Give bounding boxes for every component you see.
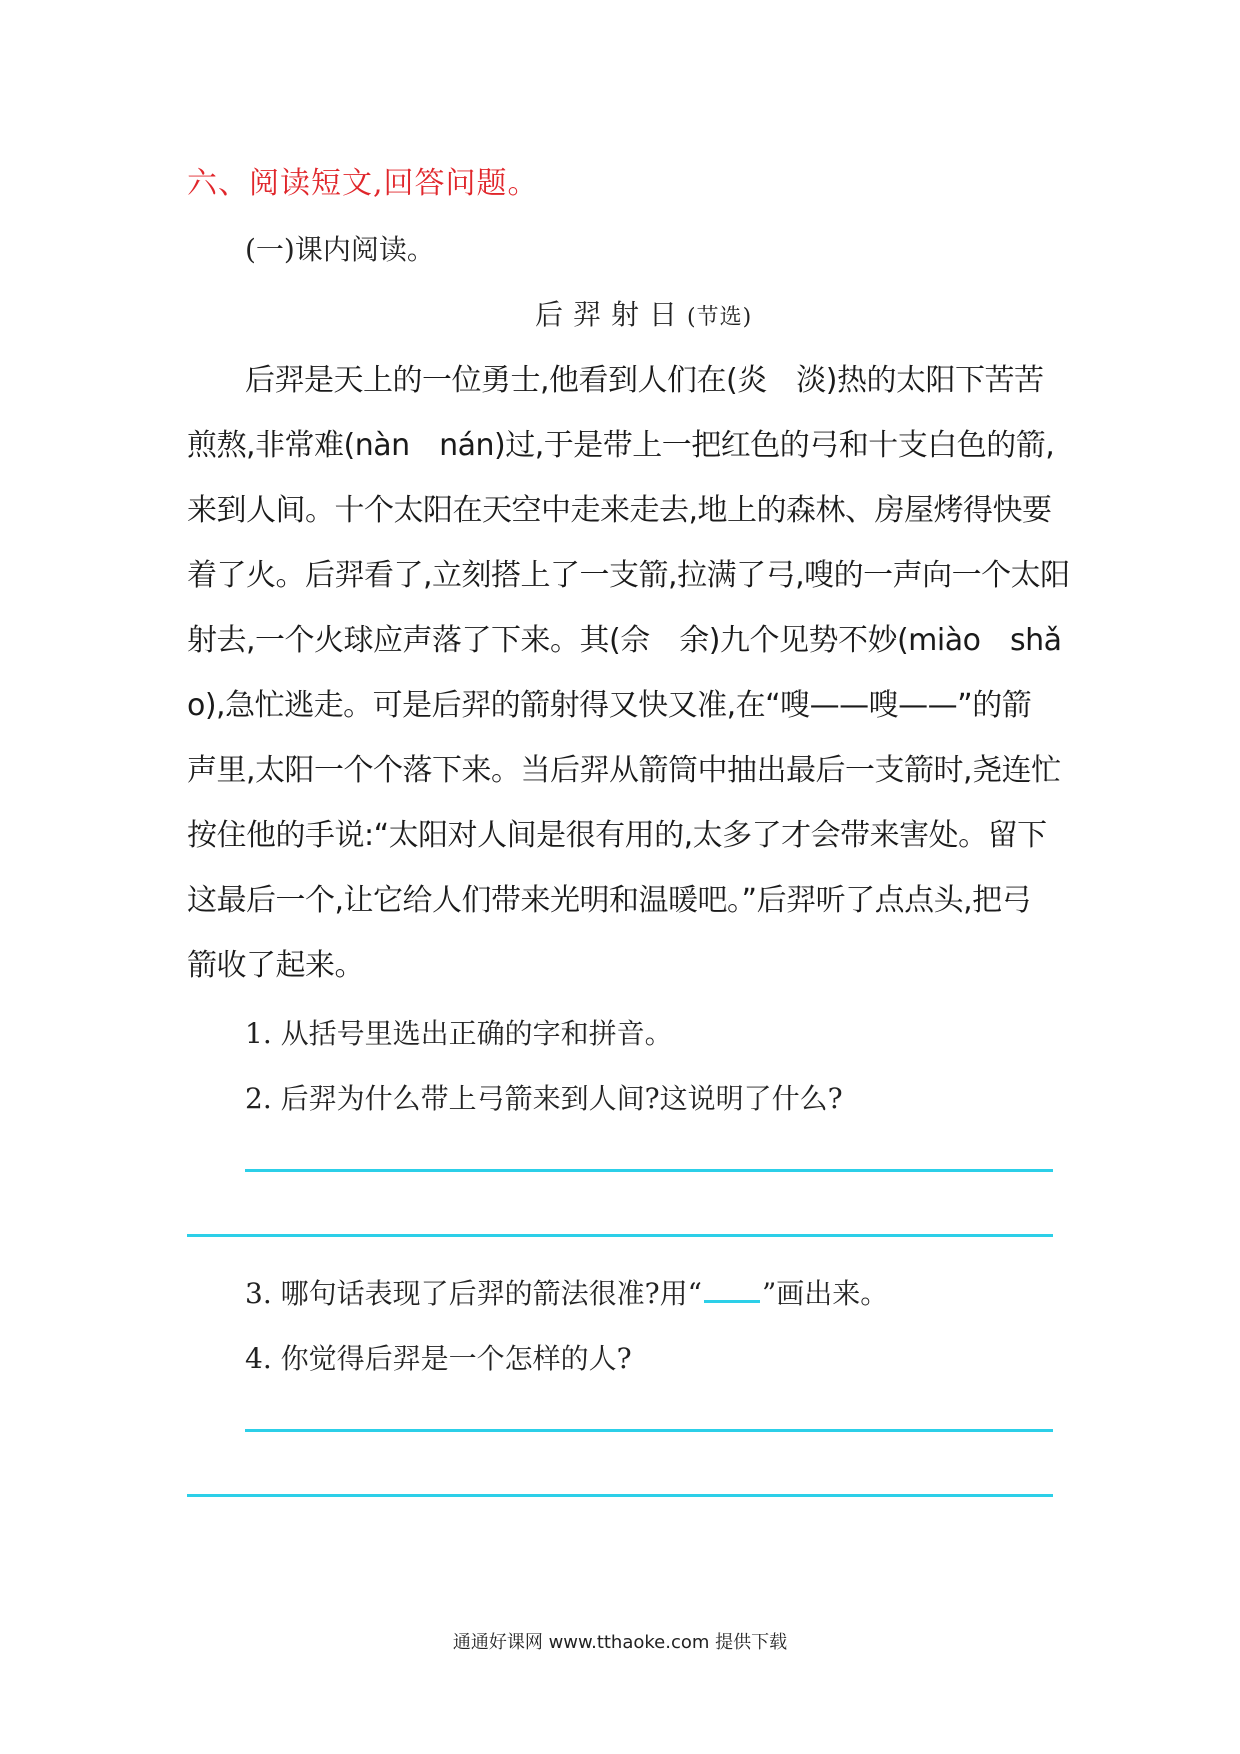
answer-line-q4-2[interactable] xyxy=(187,1494,1053,1497)
question-1: 1. 从括号里选出正确的字和拼音。 xyxy=(245,1017,673,1050)
section-heading: 六、阅读短文,回答问题。 xyxy=(187,166,539,201)
passage-line: 按住他的手说:“太阳对人间是很有用的,太多了才会带来害处。留下 xyxy=(187,818,1047,853)
passage-title-block xyxy=(535,293,752,333)
passage-line: 箭收了起来。 xyxy=(187,948,364,983)
passage-line: o),急忙逃走。可是后羿的箭射得又快又准,在“嗖——嗖——”的箭 xyxy=(187,688,1032,723)
passage-line: 着了火。后羿看了,立刻搭上了一支箭,拉满了弓,嗖的一声向一个太阳 xyxy=(187,558,1070,593)
footer-credit: 通通好课网 www.tthaoke.com 提供下载 xyxy=(452,1632,788,1653)
answer-line-q4-1[interactable] xyxy=(245,1429,1053,1432)
passage-line: 煎熬,非常难(nàn nán)过,于是带上一把红色的弓和十支白色的箭, xyxy=(187,428,1055,463)
question-3-text-before: 3. 哪句话表现了后羿的箭法很准?用“ xyxy=(245,1277,702,1310)
answer-line-q2-2[interactable] xyxy=(187,1234,1053,1237)
question-3 xyxy=(245,1272,888,1312)
passage-line: 来到人间。十个太阳在天空中走来走去,地上的森林、房屋烤得快要 xyxy=(187,493,1052,528)
passage-line: 这最后一个,让它给人们带来光明和温暖吧。”后羿听了点点头,把弓 xyxy=(187,883,1032,918)
question-2: 2. 后羿为什么带上弓箭来到人间?这说明了什么? xyxy=(245,1082,843,1115)
answer-line-q2-1[interactable] xyxy=(245,1169,1053,1172)
passage-body xyxy=(187,356,1070,1006)
question-3-text-after: ”画出来。 xyxy=(761,1277,889,1310)
passage-title-note: (节选) xyxy=(687,305,753,330)
subheading: (一)课内阅读。 xyxy=(245,233,435,266)
underline-mark-sample xyxy=(704,1278,760,1303)
question-4: 4. 你觉得后羿是一个怎样的人? xyxy=(245,1342,632,1375)
passage-line: 射去,一个火球应声落了下来。其(佘 余)九个见势不妙(miào shǎ xyxy=(187,623,1062,658)
passage-title: 后羿射日 xyxy=(535,298,688,331)
passage-line: 声里,太阳一个个落下来。当后羿从箭筒中抽出最后一支箭时,尧连忙 xyxy=(187,753,1061,788)
passage-line: 后羿是天上的一位勇士,他看到人们在(炎 淡)热的太阳下苦苦 xyxy=(245,363,1044,398)
